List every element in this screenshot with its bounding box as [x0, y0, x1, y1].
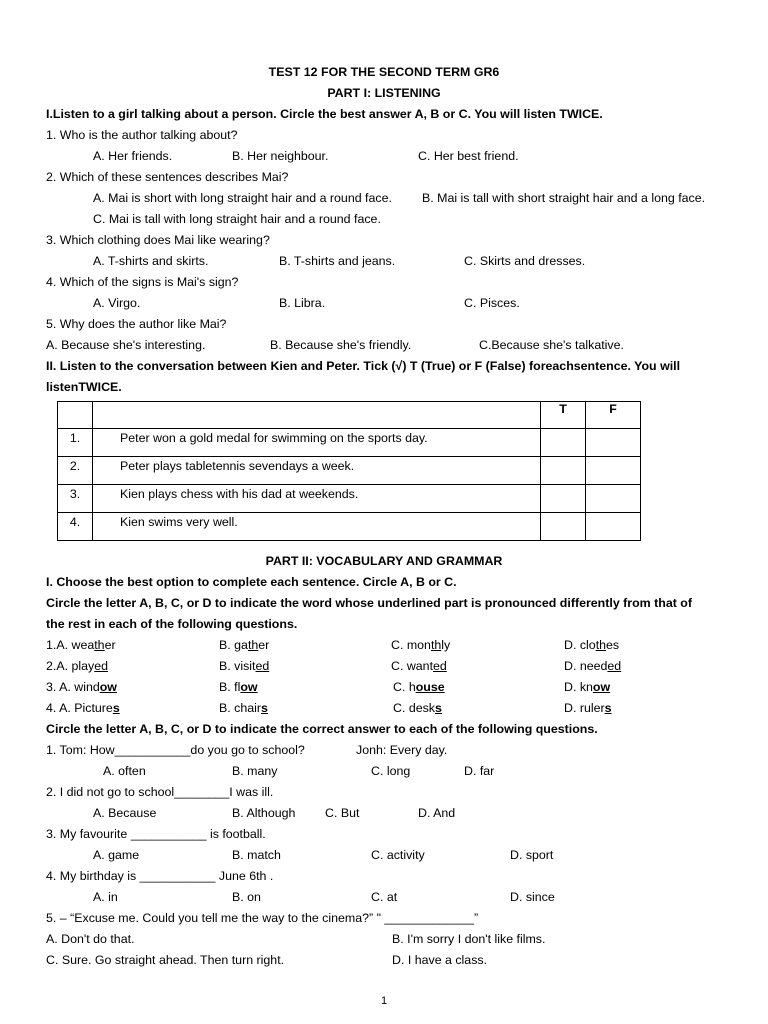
tick-cell-true[interactable]: [541, 457, 586, 485]
word-part: C. mon: [391, 638, 431, 652]
part1-sec2-instruction-cont: listenTWICE.: [46, 380, 122, 394]
header-cell: [93, 402, 541, 429]
word-part: es: [606, 638, 620, 652]
question: 2. Which of these sentences describes Mai?: [46, 170, 289, 184]
option: B. on: [232, 890, 261, 904]
underlined-part: ed: [94, 659, 109, 673]
pron-option-d: [564, 659, 621, 673]
option: A. game: [93, 848, 140, 862]
underlined-part: th: [595, 638, 607, 652]
table-row: [58, 485, 641, 513]
row-statement: Kien swims very well.: [93, 513, 541, 541]
word-part: ly: [441, 638, 451, 652]
option: A. often: [103, 764, 146, 778]
question: 3. Which clothing does Mai like wearing?: [46, 233, 270, 247]
option: C.Because she's talkative.: [479, 338, 624, 352]
tick-cell-false[interactable]: [586, 429, 641, 457]
option: A. Mai is short with long straight hair and a round face.: [93, 191, 392, 205]
row-number: 1.: [58, 429, 93, 457]
underlined-part: ow: [99, 680, 117, 694]
grammar-instruction: Circle the letter A, B, C, or D to indicate the correct answer to each of the following questions.: [46, 722, 598, 736]
underlined-part: s: [435, 701, 442, 715]
option: C. Pisces.: [464, 296, 520, 310]
pron-option-b: [219, 680, 258, 694]
question: 4. My birthday is ___________ June 6th .: [46, 869, 274, 883]
row-statement: Peter won a gold medal for swimming on the sports day.: [93, 429, 541, 457]
header-f: F: [586, 402, 641, 429]
pronunciation-instruction-cont: the rest in each of the following questions.: [46, 617, 298, 631]
word-part: C. h: [393, 680, 416, 694]
row-number: 4.: [58, 513, 93, 541]
pron-number: 1.: [46, 638, 57, 652]
pron-number: 4.: [46, 701, 60, 715]
tick-cell-false[interactable]: [586, 457, 641, 485]
word-part: D. need: [564, 659, 608, 673]
option: B. Mai is tall with short straight hair and a long face.: [422, 191, 706, 205]
pron-option-c: [391, 638, 450, 652]
underlined-part: th: [247, 638, 259, 652]
option: B. I'm sorry I don't like films.: [392, 932, 546, 946]
pron-option-d: [564, 701, 612, 715]
underlined-part: s: [604, 701, 612, 715]
word-part: A. play: [56, 659, 95, 673]
underlined-part: s: [261, 701, 268, 715]
option: B. Although: [232, 806, 296, 820]
tick-cell-false[interactable]: [586, 485, 641, 513]
word-part: C. desk: [393, 701, 436, 715]
option: A. T-shirts and skirts.: [93, 254, 209, 268]
underlined-part: th: [94, 638, 105, 652]
option: C. But: [325, 806, 360, 820]
word-part: B. chair: [219, 701, 262, 715]
option: B. many: [232, 764, 278, 778]
question: 5. Why does the author like Mai?: [46, 317, 227, 331]
dialogue-reply: Jonh: Every day.: [356, 743, 448, 757]
question: 2. I did not go to school________I was ill.: [46, 785, 274, 799]
part1-sec1-instruction: I.Listen to a girl talking about a person. Circle the best answer A, B or C. You will listen TWICE.: [46, 107, 603, 121]
pron-number: 3.: [46, 680, 60, 694]
option: A. Because: [93, 806, 157, 820]
table-row: [58, 429, 641, 457]
underlined-part: ouse: [415, 680, 445, 694]
option: A. Because she's interesting.: [46, 338, 206, 352]
pron-option-a: [46, 680, 117, 694]
question: 1. Tom: How___________do you go to school?: [46, 743, 305, 757]
page-number: 1: [380, 995, 388, 1007]
tick-cell-true[interactable]: [541, 485, 586, 513]
question: 1. Who is the author talking about?: [46, 128, 238, 142]
option: B. Because she's friendly.: [270, 338, 412, 352]
underlined-part: s: [112, 701, 120, 715]
word-part: B. visit: [219, 659, 256, 673]
pron-option-c: [393, 680, 445, 694]
word-part: er: [104, 638, 116, 652]
part2-instruction: I. Choose the best option to complete each sentence. Circle A, B or C.: [46, 575, 457, 589]
underlined-part: ow: [592, 680, 611, 694]
underlined-part: ow: [240, 680, 258, 694]
option: B. match: [232, 848, 281, 862]
row-statement: Peter plays tabletennis sevendays a week.: [93, 457, 541, 485]
option: B. Libra.: [279, 296, 326, 310]
option: D. far: [464, 764, 495, 778]
word-part: B. fl: [219, 680, 241, 694]
question: 4. Which of the signs is Mai's sign?: [46, 275, 239, 289]
word-part: A. Picture: [59, 701, 113, 715]
option: A. in: [93, 890, 118, 904]
option: C. Sure. Go straight ahead. Then turn right.: [46, 953, 285, 967]
part1-heading: PART I: LISTENING: [327, 86, 441, 100]
underlined-part: ed: [255, 659, 270, 673]
option: D. sport: [510, 848, 554, 862]
option: D. I have a class.: [392, 953, 488, 967]
tick-cell-true[interactable]: [541, 429, 586, 457]
word-part: A. wea: [56, 638, 95, 652]
header-cell: [58, 402, 93, 429]
option: D. since: [510, 890, 555, 904]
word-part: C. want: [391, 659, 434, 673]
underlined-part: ed: [607, 659, 622, 673]
word-part: A. wind: [59, 680, 100, 694]
word-part: er: [258, 638, 270, 652]
option: C. at: [371, 890, 398, 904]
option: C. Mai is tall with long straight hair and a round face.: [93, 212, 381, 226]
option: A. Virgo.: [93, 296, 141, 310]
word-part: D. ruler: [564, 701, 605, 715]
true-false-table: [57, 401, 641, 541]
underlined-part: ed: [433, 659, 447, 673]
row-number: 2.: [58, 457, 93, 485]
option: B. T-shirts and jeans.: [279, 254, 396, 268]
table-row: [58, 513, 641, 541]
part1-sec2-instruction: II. Listen to the conversation between Kien and Peter. Tick (√) T (True) or F (False) foreachsentence. You will: [46, 359, 681, 373]
pron-option-d: [564, 638, 619, 652]
option: C. long: [371, 764, 411, 778]
option: D. And: [418, 806, 456, 820]
part2-heading: PART II: VOCABULARY AND GRAMMAR: [265, 554, 503, 568]
pron-option-b: [219, 701, 268, 715]
pron-option-a: [46, 659, 108, 673]
pron-option-d: [564, 680, 610, 694]
option: A. Her friends.: [93, 149, 173, 163]
question: 3. My favourite ___________ is football.: [46, 827, 266, 841]
question: 5. – “Excuse me. Could you tell me the way to the cinema?” " _____________”: [46, 911, 479, 925]
pron-option-c: [391, 659, 447, 673]
tick-cell-false[interactable]: [586, 513, 641, 541]
underlined-part: th: [430, 638, 442, 652]
table-row: [58, 457, 641, 485]
row-statement: Kien plays chess with his dad at weekends.: [93, 485, 541, 513]
word-part: D. clo: [564, 638, 596, 652]
option: A. Don't do that.: [46, 932, 135, 946]
word-part: B. ga: [219, 638, 248, 652]
pronunciation-instruction: Circle the letter A, B, C, or D to indicate the word whose underlined part is pronounced differently from that of: [46, 596, 692, 610]
pron-option-a: [46, 701, 120, 715]
pron-option-c: [393, 701, 442, 715]
option: B. Her neighbour.: [232, 149, 329, 163]
word-part: D. kn: [564, 680, 593, 694]
option: C. Skirts and dresses.: [464, 254, 586, 268]
tick-cell-true[interactable]: [541, 513, 586, 541]
pron-option-a: [46, 638, 116, 652]
pron-option-b: [219, 659, 269, 673]
header-t: T: [541, 402, 586, 429]
row-number: 3.: [58, 485, 93, 513]
document-title: TEST 12 FOR THE SECOND TERM GR6: [268, 65, 500, 79]
option: C. activity: [371, 848, 425, 862]
pron-number: 2.: [46, 659, 57, 673]
pron-option-b: [219, 638, 269, 652]
option: C. Her best friend.: [418, 149, 519, 163]
